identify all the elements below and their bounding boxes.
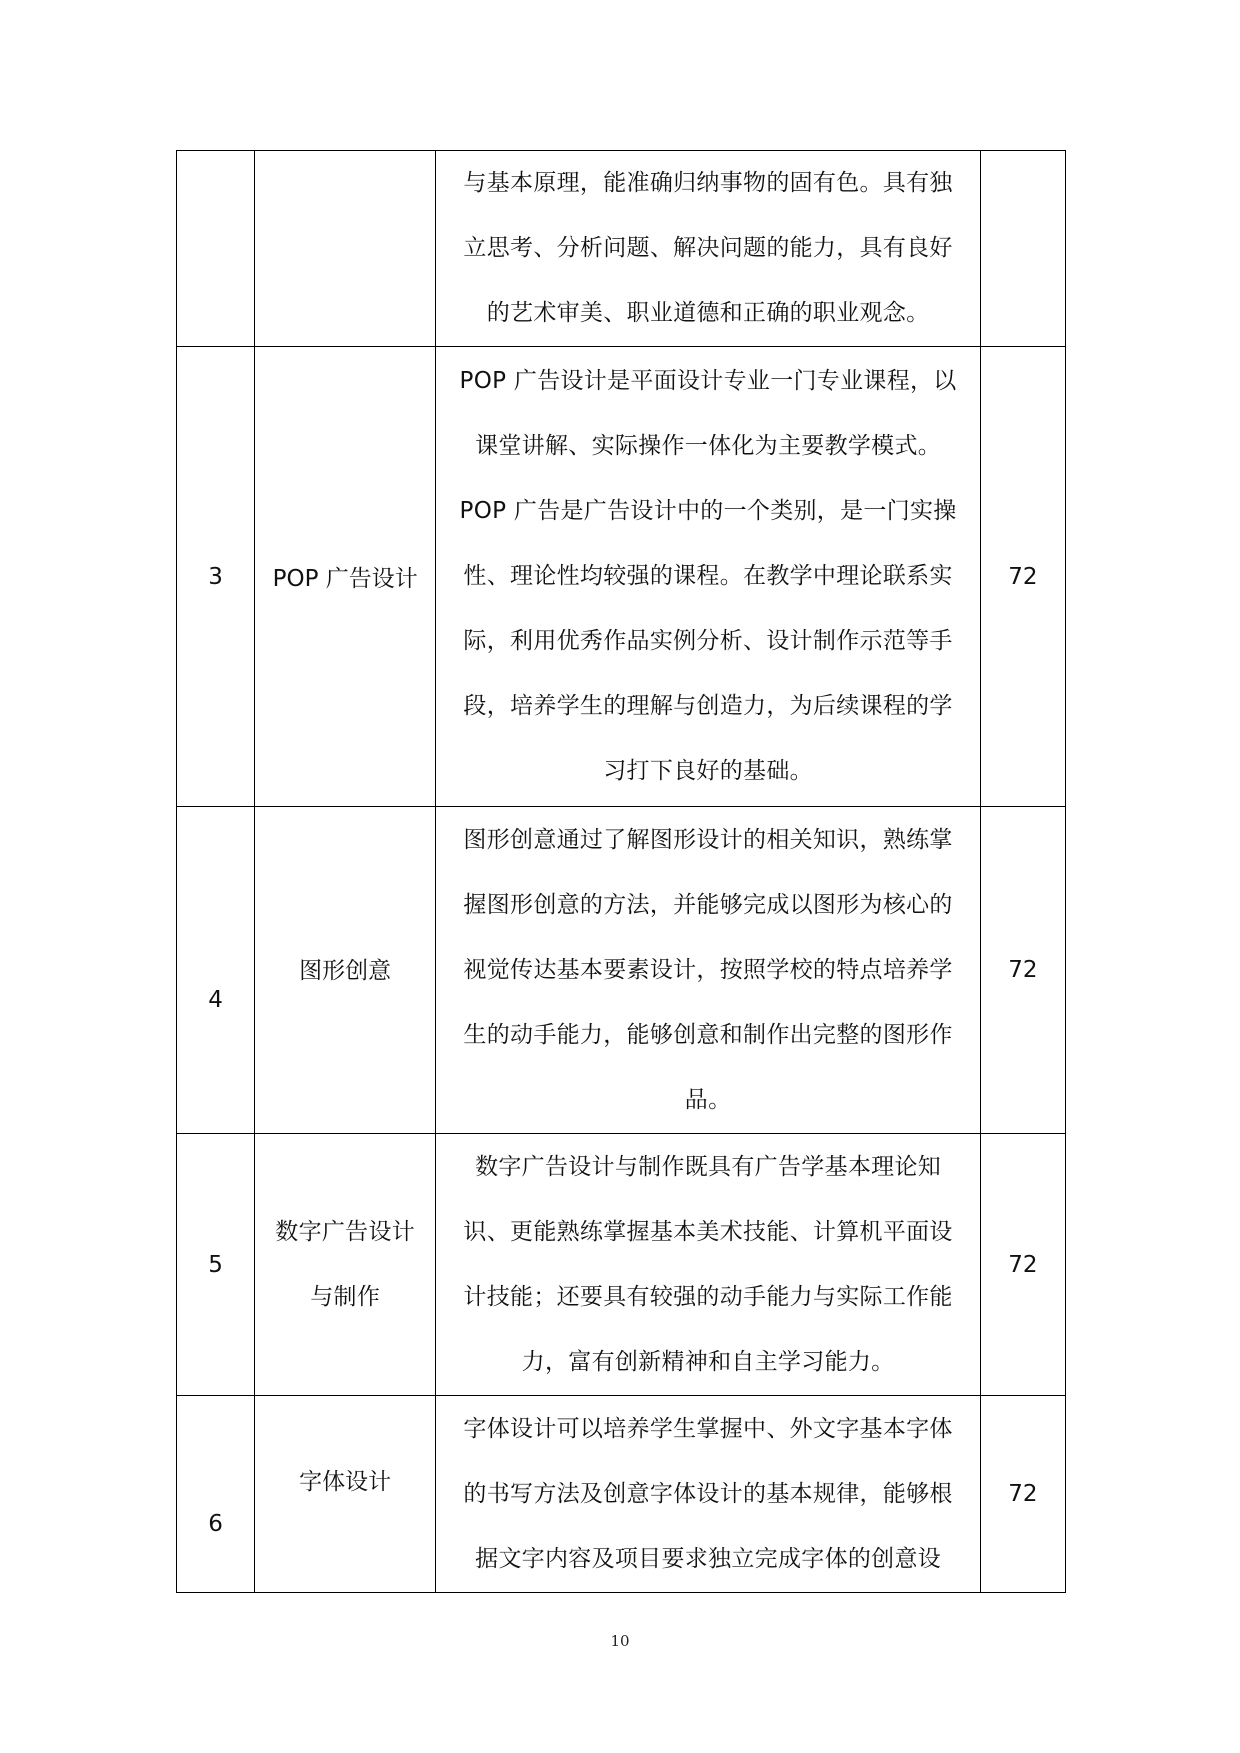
description-line: POP 广告是广告设计中的一个类别，是一门实操 bbox=[459, 498, 957, 524]
description-line: 课堂讲解、实际操作一体化为主要教学模式。 bbox=[475, 433, 942, 459]
course-name-cell: POP 广告设计 bbox=[255, 347, 436, 807]
row-number-cell: 6 bbox=[177, 1396, 255, 1593]
course-name-line: 与制作 bbox=[310, 1283, 381, 1310]
hours-cell: 72 bbox=[980, 347, 1065, 807]
description-line: 品。 bbox=[684, 1086, 732, 1113]
description-line: 段，培养学生的理解与创造力，为后续课程的学 bbox=[463, 693, 953, 719]
description-line: 识、更能熟练掌握基本美术技能、计算机平面设 bbox=[463, 1218, 953, 1245]
description-line: 与基本原理，能准确归纳事物的固有色。具有独 bbox=[463, 170, 953, 196]
description-line: 际，利用优秀作品实例分析、设计制作示范等手 bbox=[463, 628, 953, 654]
description-line: 字体设计可以培养学生掌握中、外文字基本字体 bbox=[463, 1415, 953, 1442]
course-description-cell bbox=[436, 347, 981, 807]
description-line: 立思考、分析问题、解决问题的能力，具有良好 bbox=[463, 235, 953, 261]
description-line: 的艺术审美、职业道德和正确的职业观念。 bbox=[486, 300, 930, 326]
table-row bbox=[177, 151, 1066, 347]
description-line: 力，富有创新精神和自主学习能力。 bbox=[521, 1348, 895, 1375]
row-number-cell: 4 bbox=[177, 807, 255, 1134]
description-line: 性、理论性均较强的课程。在教学中理论联系实 bbox=[463, 563, 953, 589]
course-table bbox=[176, 150, 1066, 1593]
hours-cell bbox=[980, 151, 1065, 347]
description-line: 图形创意通过了解图形设计的相关知识，熟练掌 bbox=[463, 826, 953, 853]
description-line: 数字广告设计与制作既具有广告学基本理论知 bbox=[475, 1153, 942, 1180]
course-name-cell: 图形创意 bbox=[255, 807, 436, 1134]
row-number-cell: 3 bbox=[177, 347, 255, 807]
course-description-cell bbox=[436, 807, 981, 1134]
hours-cell: 72 bbox=[980, 1134, 1065, 1396]
table-row bbox=[177, 347, 1066, 807]
description-line: POP 广告设计是平面设计专业一门专业课程，以 bbox=[459, 368, 957, 394]
hours-cell: 72 bbox=[980, 807, 1065, 1134]
course-name-line: 数字广告设计 bbox=[275, 1218, 416, 1245]
row-number-cell: 5 bbox=[177, 1134, 255, 1396]
course-name-cell: 字体设计 bbox=[255, 1396, 436, 1593]
description-line: 的书写方法及创意字体设计的基本规律，能够根 bbox=[463, 1480, 953, 1507]
description-line: 握图形创意的方法，并能够完成以图形为核心的 bbox=[463, 891, 953, 918]
course-description-cell bbox=[436, 1396, 981, 1593]
row-number-cell bbox=[177, 151, 255, 347]
table-row bbox=[177, 1396, 1066, 1593]
description-line: 视觉传达基本要素设计，按照学校的特点培养学 bbox=[463, 956, 953, 983]
course-name-cell bbox=[255, 151, 436, 347]
course-description-cell bbox=[436, 1134, 981, 1396]
course-description-cell bbox=[436, 151, 981, 347]
description-line: 习打下良好的基础。 bbox=[603, 758, 813, 784]
description-line: 计技能；还要具有较强的动手能力与实际工作能 bbox=[463, 1283, 953, 1310]
course-name-cell bbox=[255, 1134, 436, 1396]
page-number: 10 bbox=[610, 1632, 630, 1650]
description-line: 据文字内容及项目要求独立完成字体的创意设 bbox=[475, 1545, 942, 1572]
hours-cell: 72 bbox=[980, 1396, 1065, 1593]
table-row bbox=[177, 1134, 1066, 1396]
description-line: 生的动手能力，能够创意和制作出完整的图形作 bbox=[463, 1021, 953, 1048]
table-row bbox=[177, 807, 1066, 1134]
